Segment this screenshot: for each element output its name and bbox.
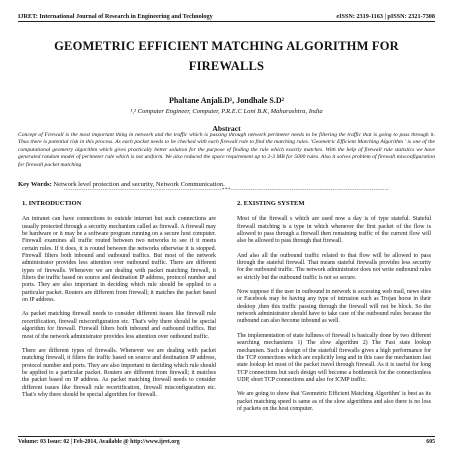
volume-info: Volume: 03 Issue: 02 | Feb-2014, Available @ http://www.ijret.org	[18, 439, 180, 445]
paragraph: And also all the outbound traffic related to that flow will be allowed to pass through the stateful firewall. That means stateful firewalls provides less security for the outbound traffic. The network administrator does not write outbound rules so strictly but the outbound traffic is not so secure.	[237, 252, 431, 281]
section-separator: -------------------------------------------------------------------------***-------------------------------------------------------------------------	[63, 188, 390, 193]
right-column	[237, 200, 431, 420]
abstract-heading: Abstract	[212, 124, 241, 133]
authors: Phaltane Anjali.D¹, Jondhale S.D²	[168, 96, 285, 105]
page-number: 605	[426, 439, 435, 445]
paragraph: We are going to show that 'Geometric Efficient Matching Algorithm' is best as its packet matching speed is same as of the slow algorithms and also there is no loss of packets on the host computer.	[237, 391, 431, 412]
paragraph: Most of the firewall s which are used now a day is of type stateful. Stateful firewall matching is a type in which whenever the first packet of the flow is allowed to pass through a firewall then remaining traffic of the current flow will also be allowed to pass through that firewall.	[237, 216, 431, 245]
paragraph: There are different types of firewalls. Whenever we are dealing with packet matching firewall, it filters the traffic based on source and destination IP address, protocol number and ports. They are also important in deciding which rule should be applied to a particular packet. Routers are different from firewall; it matches the packet based on IP address. As packet matching firewall needs to consider different issues like firewall rule recertification, firewall misconfiguration etc. That's why there should be special algorithm for firewall.	[22, 347, 216, 398]
paragraph: As packet matching firewall needs to consider different issues like firewall rule recertification, firewall misconfiguration etc. That's why there should be special algorithm for firewall. Firewall filters both inbound and outbound traffics. But most of the network administrator provides less attention over outbound traffic.	[22, 311, 216, 340]
paragraph: An intranet can have connections to outside internet but such connections are usually protected through a security mechanism called as firewall. A firewall may be hardware or it may be a software program running on a secure host computer. Firewall examines all traffic routed between two networks to see if it meets certain rules. If it does, it is routed between the networks otherwise it is stopped. Firewall filters both inbound and outbound traffics. But most of the network administrator provides less attention over outbound traffic. There are different types of firewalls. Whenever we are dealing with packet matching firewall, it filters the traffic based on source and destination IP address, protocol number and ports. They are also important in deciding which rule should be applied to a particular packet. Routers are different from firewall; it matches the packet based on IP address.	[22, 216, 216, 304]
paragraph: Now suppose if the user in outbound in network is accessing web mail, news sites or Facebook may be having any type of intrusion such as Trojan horse in their desktop ,then this traffic passing through the firewall will not be block. So the network administrator should have to take care of the outbound rules because the outbound can also become inbound as well.	[237, 289, 431, 325]
keywords-label: Key Words:	[18, 181, 52, 188]
abstract-text: Concept of Firewall is the most important thing in network and the traffic which is passing through network perimeter needs to be filtering the traffic that is going to pass through it. Thus there is potential risk in this process. As each packet needs to be checked with each firewall rule to find the matching rules. 'Geometric Efficient Matching Algorithm ' is one of the computational geometry algorithm which gives practically better solution for the purpose of finding the rule which exactly matches. With the help of firewall rule statistics we have generated random model of perimeter rule which is not uniform. We also reduced the space requirement up to 2-3 MB for 5000 rules. Also it solves problem of firewall misconfiguration for firewall packet matching	[18, 132, 435, 168]
page-footer	[18, 436, 435, 445]
affiliation: ¹,² Computer Engineer, Computer, P.R.E.C Loni B.K, Maharashtra, India	[130, 108, 323, 115]
journal-name: IJRET: International Journal of Research in Engineering and Technology	[18, 13, 213, 20]
paragraph: The implementation of state fullness of firewall is basically done by two different searching mechanisms 1) The slow algorithm 2) The Fast state lookup mechanism. Such a design of the statefull firewalls gives a high performance for the TCP connections which are explicitly long and in this case the mechanism fast state lookup let most of the packet travel through firewall. As it is useful for long TCP connections but such design will become a bottleneck for the connectionless UDP, short TCP connections and also for ICMP traffic.	[237, 332, 431, 383]
keywords-text: Network level protection and security, Network Communication.	[51, 181, 225, 188]
paper-title: GEOMETRIC EFFICIENT MATCHING ALGORITHM FOR FIREWALLS	[54, 39, 399, 73]
issn-info: eISSN: 2319-1163 | pISSN: 2321-7308	[336, 13, 435, 20]
introduction-heading: 1. INTRODUCTION	[22, 200, 82, 207]
journal-header	[18, 8, 435, 22]
left-column	[22, 200, 216, 406]
existing-system-heading: 2. EXISTING SYSTEM	[237, 200, 305, 207]
keywords	[18, 181, 435, 188]
